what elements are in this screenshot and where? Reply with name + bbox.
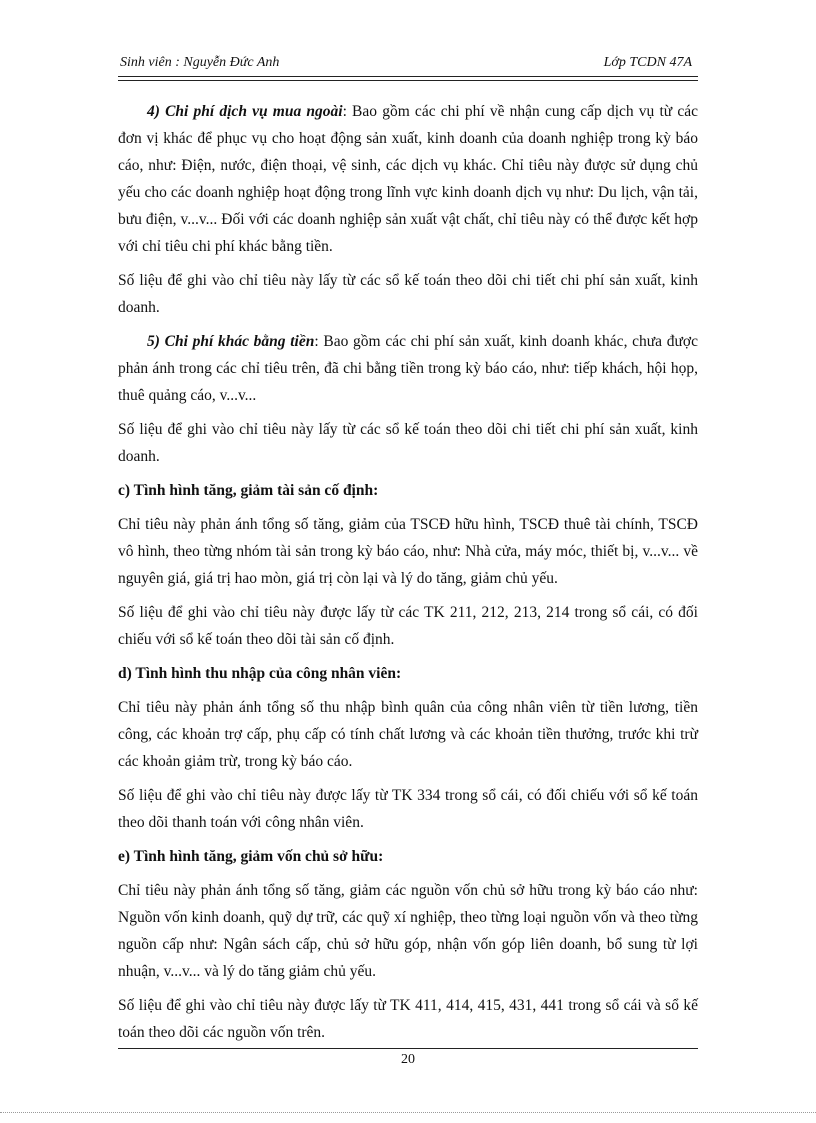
paragraph-fixed-assets: Chỉ tiêu này phản ánh tổng số tăng, giảm của TSCĐ hữu hình, TSCĐ thuê tài chính, TSCĐ vô hình, theo từng nhóm tài sản trong kỳ báo cáo, như: Nhà cửa, máy móc, thiết bị, v...v... về nguyên giá, giá trị hao mòn, giá trị còn lại và lý do tăng, giảm chủ yếu.: [118, 516, 698, 587]
paragraph-fixed-assets-source: Số liệu để ghi vào chỉ tiêu này được lấy từ các TK 211, 212, 213, 214 trong sổ cái, có đối chiếu với sổ kế toán theo dõi tài sản cố định.: [118, 604, 698, 648]
item-title-service-costs: 4) Chi phí dịch vụ mua ngoài: [147, 103, 343, 120]
page-header: [118, 52, 698, 74]
paragraph-employee-income-source: Số liệu để ghi vào chỉ tiêu này được lấy từ TK 334 trong sổ cái, có đối chiếu với sổ kế toán theo dõi thanh toán với công nhân viên.: [118, 787, 698, 831]
item-title-other-cash-costs: 5) Chi phí khác bằng tiền: [147, 333, 315, 350]
paragraph-source-2: Số liệu để ghi vào chỉ tiêu này lấy từ các sổ kế toán theo dõi chi tiết chi phí sản xuất, kinh doanh.: [118, 421, 698, 465]
paragraph-service-costs: [118, 98, 698, 260]
header-student: Sinh viên : Nguyễn Đức Anh: [120, 55, 280, 70]
paragraph-owner-equity: Chỉ tiêu này phản ánh tổng số tăng, giảm các nguồn vốn chủ sở hữu trong kỳ báo cáo như: Nguồn vốn kinh doanh, quỹ dự trữ, các quỹ xí nghiệp, theo từng loại nguồn vốn và theo từng nguồn cấp như: Ngân sách cấp, chủ sở hữu góp, nhận vốn góp liên doanh, bổ sung từ lợi nhuận, v...v... và lý do tăng giảm chủ yếu.: [118, 882, 698, 980]
paragraph-owner-equity-source: Số liệu để ghi vào chỉ tiêu này được lấy từ TK 411, 414, 415, 431, 441 trong sổ cái và sổ kế toán theo dõi các nguồn vốn trên.: [118, 997, 698, 1041]
paragraph-other-cash-costs: [118, 328, 698, 409]
section-heading-owner-equity: e) Tình hình tăng, giảm vốn chủ sở hữu:: [118, 848, 384, 865]
item-text-service-costs: : Bao gồm các chi phí về nhận cung cấp dịch vụ từ các đơn vị khác để phục vụ cho hoạt động sản xuất, kinh doanh của doanh nghiệp trong kỳ báo cáo, như: Điện, nước, điện thoại, vệ sinh, các dịch vụ khác. Chỉ tiêu này được sử dụng chủ yếu cho các doanh nghiệp hoạt động trong lĩnh vực kinh doanh dịch vụ như: Du lịch, vận tải, bưu điện, v...v... Đối với các doanh nghiệp sản xuất vật chất, chỉ tiêu này có thể được kết hợp với chỉ tiêu chi phí khác bằng tiền.: [118, 103, 698, 255]
section-heading-employee-income: d) Tình hình thu nhập của công nhân viên:: [118, 665, 402, 682]
document-body: [118, 98, 698, 1053]
header-divider: [118, 76, 698, 81]
item-text-other-cash-costs: : Bao gồm các chi phí sản xuất, kinh doanh khác, chưa được phản ánh trong các chỉ tiêu trên, đã chi bằng tiền trong kỳ báo cáo, như: tiếp khách, hội họp, thuê quảng cáo, v...v...: [118, 333, 698, 404]
header-class: Lớp TCDN 47A: [603, 55, 692, 70]
page-bottom-dotted-line: [0, 1112, 816, 1113]
footer-divider: [118, 1048, 698, 1049]
paragraph-employee-income: Chỉ tiêu này phản ánh tổng số thu nhập bình quân của công nhân viên từ tiền lương, tiền công, các khoản trợ cấp, phụ cấp có tính chất lương và các khoản tiền thưởng, trước khi trừ các khoản giảm trừ, trong kỳ báo cáo.: [118, 699, 698, 770]
page-number: 20: [401, 1052, 415, 1067]
paragraph-source-1: Số liệu để ghi vào chỉ tiêu này lấy từ các sổ kế toán theo dõi chi tiết chi phí sản xuất, kinh doanh.: [118, 272, 698, 316]
section-heading-fixed-assets: c) Tình hình tăng, giảm tài sản cố định:: [118, 482, 379, 499]
